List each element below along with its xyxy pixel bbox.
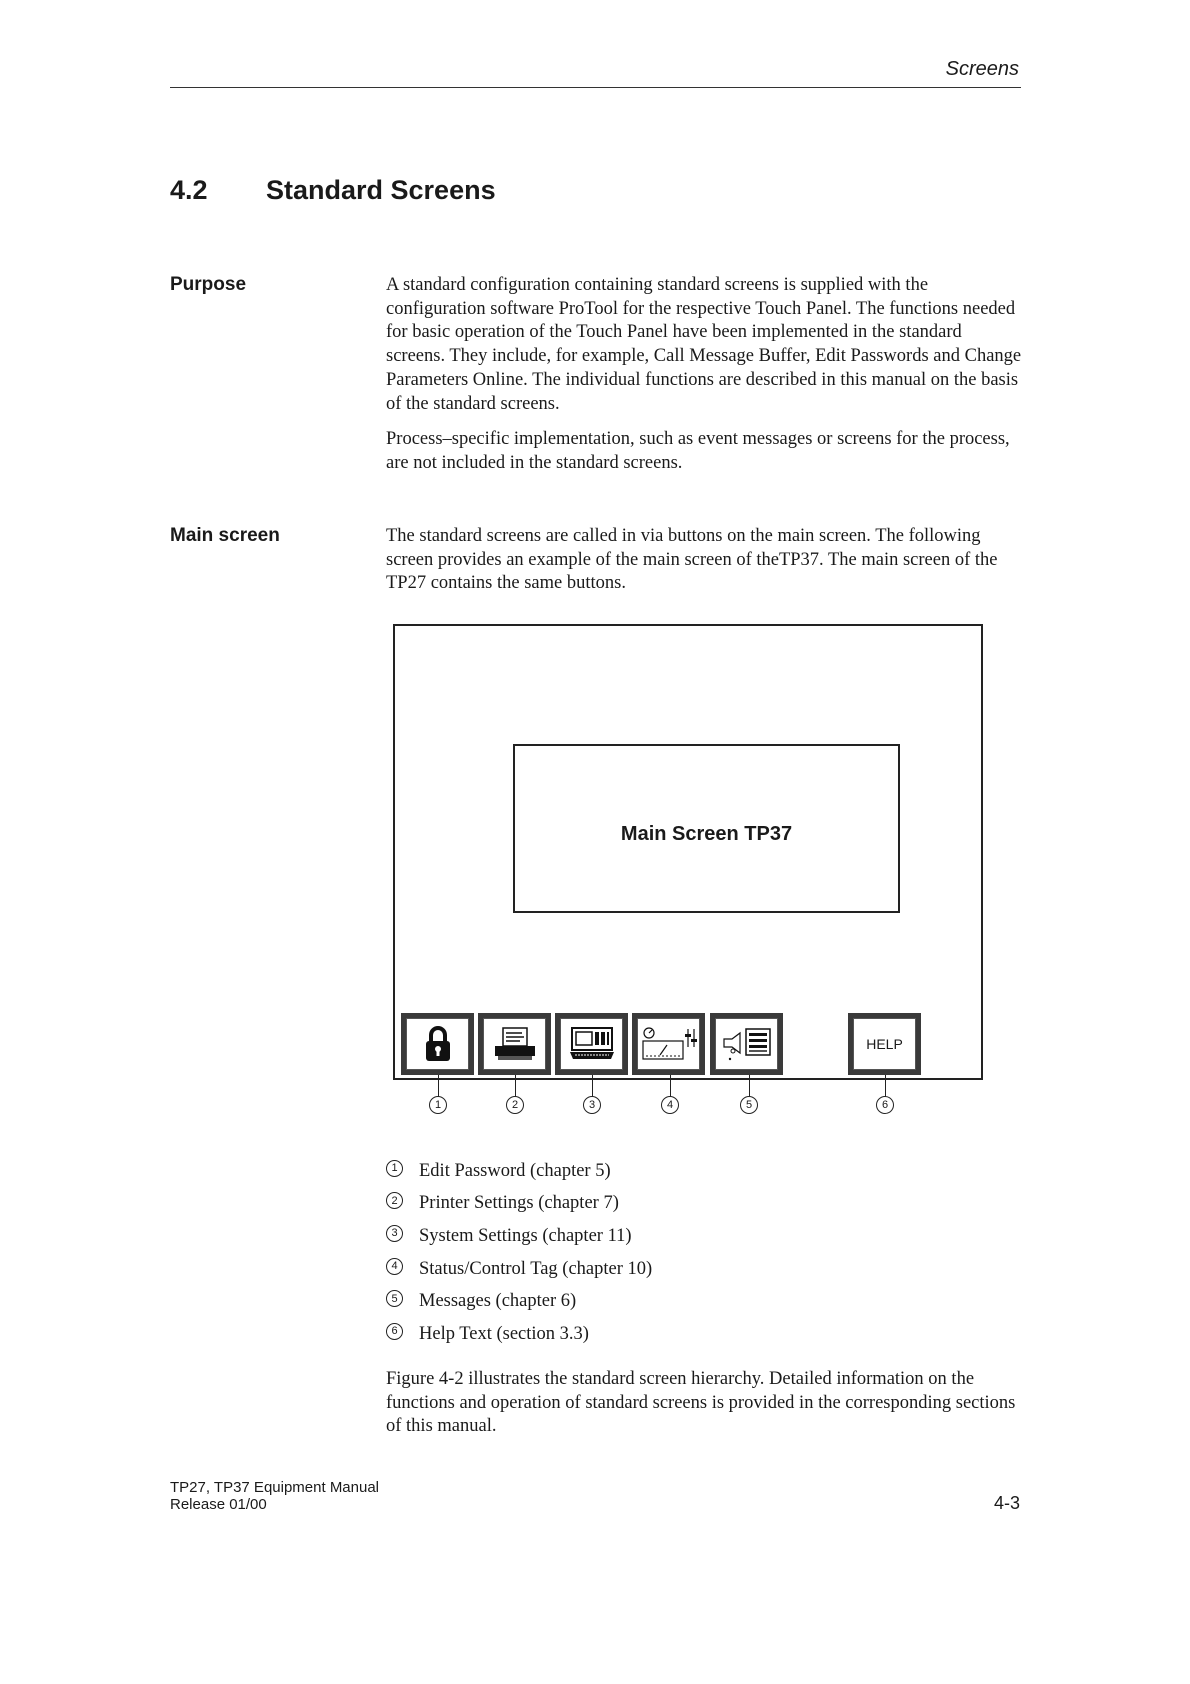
callout-3: 3	[583, 1096, 601, 1114]
legend-item	[386, 1155, 652, 1188]
messages-icon	[720, 1025, 774, 1063]
printer-settings-button[interactable]	[478, 1013, 551, 1075]
callout-5: 5	[740, 1096, 758, 1114]
header-rule	[170, 87, 1021, 88]
section-number: 4.2	[170, 175, 208, 205]
legend-item	[386, 1220, 652, 1253]
legend-text: Printer Settings (chapter 7)	[419, 1193, 619, 1214]
computer-icon	[567, 1026, 617, 1062]
legend-item	[386, 1253, 652, 1286]
help-icon	[853, 1018, 916, 1070]
legend-item	[386, 1285, 652, 1318]
legend-number: 3	[386, 1225, 403, 1242]
callout-1: 1	[429, 1096, 447, 1114]
legend-item	[386, 1188, 652, 1221]
callout-line	[438, 1075, 439, 1098]
callout-line	[670, 1075, 671, 1098]
legend-text: Help Text (section 3.3)	[419, 1323, 589, 1344]
legend-number: 4	[386, 1258, 403, 1275]
main-screen-title: Main Screen TP37	[620, 823, 793, 845]
purpose-label: Purpose	[170, 274, 247, 295]
callout-6: 6	[876, 1096, 894, 1114]
printer-icon	[492, 1026, 538, 1062]
purpose-paragraph-2: Process–specific implementation, such as event messages or screens for the process, are not included in the standard screens.	[386, 429, 1010, 473]
legend-item	[386, 1318, 652, 1351]
footer-manual-info	[170, 1479, 379, 1513]
callout-2: 2	[506, 1096, 524, 1114]
legend-number: 1	[386, 1160, 403, 1177]
figure-legend	[386, 1155, 652, 1351]
help-button-label: HELP	[866, 1036, 903, 1052]
main-screen-paragraph: The standard screens are called in via buttons on the main screen. The following screen provides an example of the main screen of theTP37. The main screen of the TP27 contains the same buttons.	[386, 526, 998, 594]
callout-4: 4	[661, 1096, 679, 1114]
callout-line	[885, 1075, 886, 1098]
legend-number: 6	[386, 1323, 403, 1340]
closing-paragraph: Figure 4-2 illustrates the standard screen hierarchy. Detailed information on the functions and operation of standard screens is provided in the corresponding sections of this manual.	[386, 1369, 1016, 1437]
main-screen-label: Main screen	[170, 525, 280, 546]
callout-line	[592, 1075, 593, 1098]
page-number: 4-3	[993, 1493, 1020, 1513]
lock-icon	[423, 1025, 453, 1063]
legend-text: System Settings (chapter 11)	[419, 1225, 632, 1246]
system-settings-button[interactable]	[555, 1013, 628, 1075]
legend-text: Status/Control Tag (chapter 10)	[419, 1258, 653, 1279]
legend-text: Messages (chapter 6)	[419, 1291, 577, 1312]
main-screen-figure	[386, 620, 986, 1110]
main-screen-title-box	[513, 744, 900, 913]
edit-password-button[interactable]	[401, 1013, 474, 1075]
purpose-paragraph-1: A standard configuration containing standard screens is supplied with the configuration software ProTool for the respective Touch Panel. The functions needed for basic operation of the Touch Panel have been implemented in the standard screens. They include, for example, Call Message Buffer, Edit Passwords and Change Parameters Online. The individual functions are described in this manual on the basis of the standard screens.	[386, 275, 1022, 414]
callout-line	[749, 1075, 750, 1098]
footer-manual-title: TP27, TP37 Equipment Manual	[170, 1479, 380, 1496]
messages-button[interactable]	[710, 1013, 783, 1075]
running-header: Screens	[945, 58, 1019, 80]
legend-number: 5	[386, 1290, 403, 1307]
help-button[interactable]	[848, 1013, 921, 1075]
gauge-icon	[640, 1025, 698, 1063]
legend-number: 2	[386, 1192, 403, 1209]
callout-line	[515, 1075, 516, 1098]
legend-text: Edit Password (chapter 5)	[419, 1160, 611, 1181]
footer-release: Release 01/00	[170, 1496, 267, 1513]
section-title: Standard Screens	[266, 175, 496, 205]
status-control-tag-button[interactable]	[632, 1013, 705, 1075]
